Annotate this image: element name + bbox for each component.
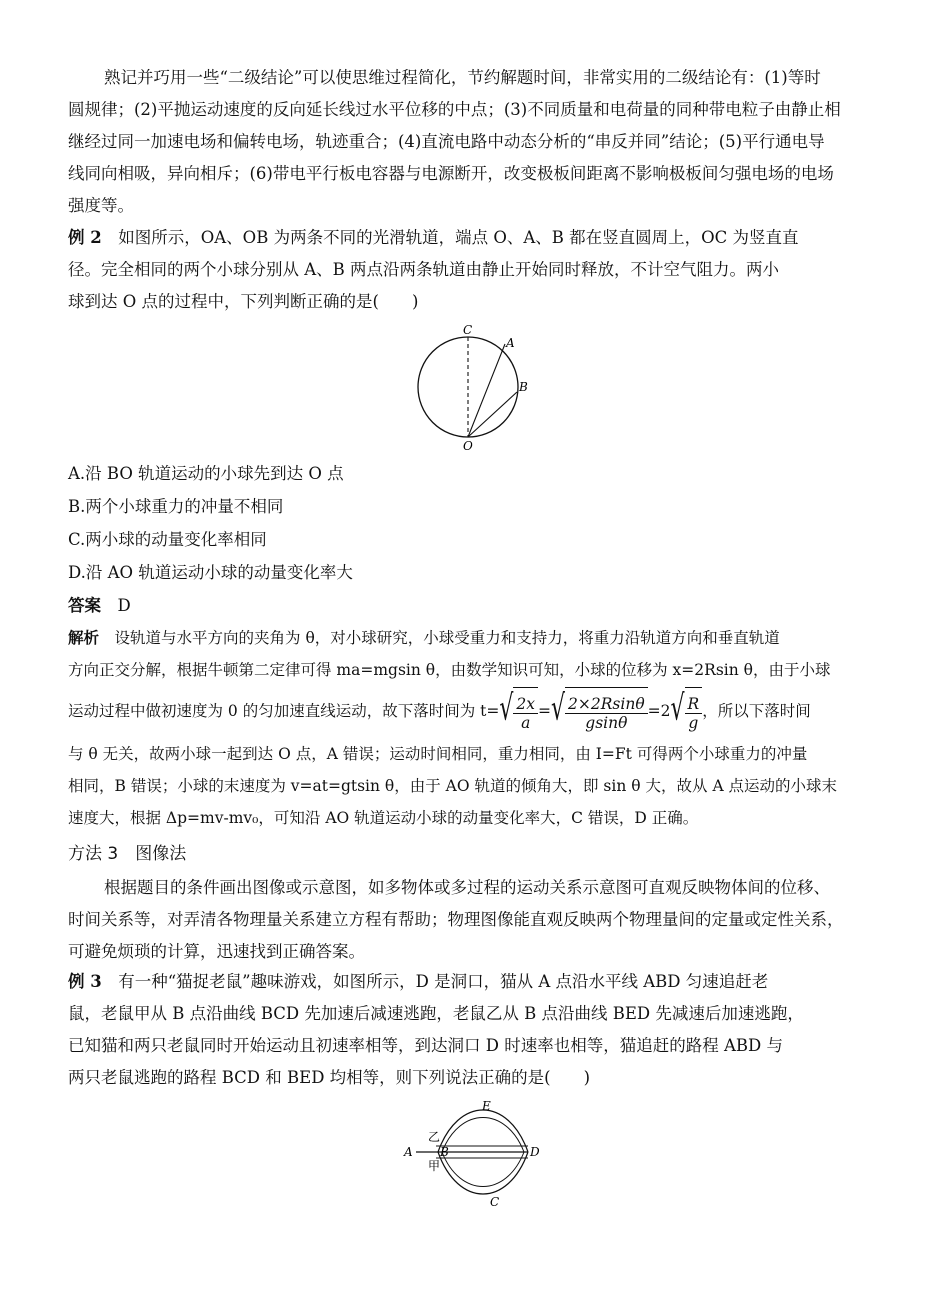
analysis-section (68, 622, 883, 834)
method3-heading: 方法 3 图像法 (68, 844, 187, 864)
fraction-denominator: a (521, 714, 531, 733)
fraction-denominator: g (688, 714, 699, 733)
sqrt-fraction: √ $\frac{2\times 2Rsin\theta}{gsin\theta}$ (551, 686, 648, 738)
answer-value: D (117, 596, 131, 615)
analysis-line: 速度大，根据 Δp=mv-mv₀，可知沿 AO 轨道运动小球的动量变化率大，C 错误，D 正确。 (68, 808, 699, 827)
figure-label-c: C (490, 1195, 500, 1209)
intro-line: 继经过同一加速电场和偏转电场，轨迹重合；(4)直流电路中动态分析的“串反并同”结论；(5)平行通电导 (68, 132, 825, 151)
option-b: B.两个小球重力的冲量不相同 (68, 497, 284, 516)
figure-label-a: A (506, 336, 515, 350)
example2-question (68, 222, 883, 318)
option-d: D.沿 AO 轨道运动小球的动量变化率大 (68, 563, 353, 582)
method3-paragraph (68, 872, 883, 968)
figure-label-b: B (440, 1145, 449, 1159)
method3-line: 可避免烦琐的计算，迅速找到正确答案。 (68, 942, 365, 961)
intro-line: 圆规律；(2)平抛运动速度的反向延长线过水平位移的中点；(3)不同质量和电荷量的同种带电粒子由静止相 (68, 100, 841, 119)
sqrt-fraction: √ $\frac{2x}{a}$ (499, 686, 538, 738)
fraction-denominator: gsinθ (585, 714, 628, 733)
analysis-label: 解析 (68, 628, 100, 647)
example3-line: 两只老鼠逃跑的路程 BCD 和 BED 均相等，则下列说法正确的是( ) (68, 1068, 591, 1087)
answer-row (68, 590, 131, 622)
example3-line: 鼠，老鼠甲从 B 点沿曲线 BCD 先加速后减速逃跑，老鼠乙从 B 点沿曲线 BED 先减速后加速逃跑， (68, 1004, 804, 1023)
example3-line: 已知猫和两只老鼠同时开始运动且初速率相等，到达洞口 D 时速率也相等，猫追赶的路程 ABD 与 (68, 1036, 783, 1055)
analysis-line: 运动过程中做初速度为 0 的匀加速直线运动，故下落时间为 t= (68, 702, 500, 720)
example2-line: 如图所示，OA、OB 为两条不同的光滑轨道，端点 O、A、B 都在竖直圆周上，OC 为竖直直 (118, 228, 799, 247)
figure-label-a: A (404, 1145, 413, 1159)
method3-line: 时间关系等，对弄清各物理量关系建立方程有帮助；物理图像能直观反映两个物理量间的定量或定性关系， (68, 910, 844, 929)
analysis-line: ，所以下落时间 (702, 702, 811, 720)
intro-line: 熟记并巧用一些“二级结论”可以使思维过程简化，节约解题时间，非常实用的二级结论有：(1)等时 (104, 68, 821, 87)
analysis-line: 方向正交分解，根据牛顿第二定律可得 ma=mgsin θ，由数学知识可知，小球的位移为 x=2Rsin θ，由于小球 (68, 661, 831, 679)
example2-line: 径。完全相同的两个小球分别从 A、B 两点沿两条轨道由静止开始同时释放，不计空气阻力。两小 (68, 260, 780, 279)
figure-label-c: C (463, 323, 473, 337)
fraction-numerator: R (685, 695, 703, 714)
sqrt-fraction: √ $\frac{R}{g}$ (671, 686, 703, 738)
example3-question (68, 966, 883, 1094)
example2-line: 球到达 O 点的过程中，下列判断正确的是( ) (68, 292, 419, 311)
option-a: A.沿 BO 轨道运动的小球先到达 O 点 (68, 464, 344, 483)
fraction-numerator: 2×2Rsinθ (565, 695, 648, 714)
method3-line: 根据题目的条件画出图像或示意图，如多物体或多过程的运动关系示意图可直观反映物体间的位移、 (104, 878, 830, 897)
analysis-line: 相同，B 错误；小球的末速度为 v=at=gtsin θ，由于 AO 轨道的倾角大，即 sin θ 大，故从 A 点运动的小球末 (68, 776, 838, 795)
intro-line: 强度等。 (68, 196, 134, 215)
analysis-line: 与 θ 无关，故两小球一起到达 O 点，A 错误；运动时间相同，重力相同，由 I=Ft 可得两个小球重力的冲量 (68, 744, 808, 763)
figure-label-yi: 乙 (428, 1130, 441, 1144)
option-c: C.两小球的动量变化率相同 (68, 530, 267, 549)
answer-label: 答案 (68, 596, 101, 615)
example3-line: 有一种“猫捉老鼠”趣味游戏，如图所示，D 是洞口，猫从 A 点沿水平线 ABD 匀速追赶老 (118, 972, 769, 991)
equals-two: =2 (647, 702, 671, 720)
figure-label-jia: 甲 (428, 1159, 441, 1173)
cat-mouse-path-figure (398, 1096, 558, 1211)
analysis-line: 设轨道与水平方向的夹角为 θ，对小球研究，小球受重力和支持力，将重力沿轨道方向和垂直轨道 (114, 629, 780, 647)
circle-track-figure (405, 320, 540, 455)
example3-label: 例 3 (68, 972, 102, 991)
equals-sign: = (538, 702, 552, 720)
fraction-numerator: 2x (513, 695, 538, 714)
analysis-formula-line (68, 686, 883, 738)
intro-line: 线同向相吸，异向相斥；(6)带电平行板电容器与电源断开，改变极板间距离不影响极板间匀强电场的电场 (68, 164, 834, 183)
intro-paragraph (68, 62, 883, 222)
figure-label-b: B (519, 380, 528, 394)
figure-label-d: D (530, 1145, 540, 1159)
figure-label-o: O (463, 439, 473, 453)
figure-label-e: E (482, 1099, 491, 1113)
example2-label: 例 2 (68, 228, 102, 247)
